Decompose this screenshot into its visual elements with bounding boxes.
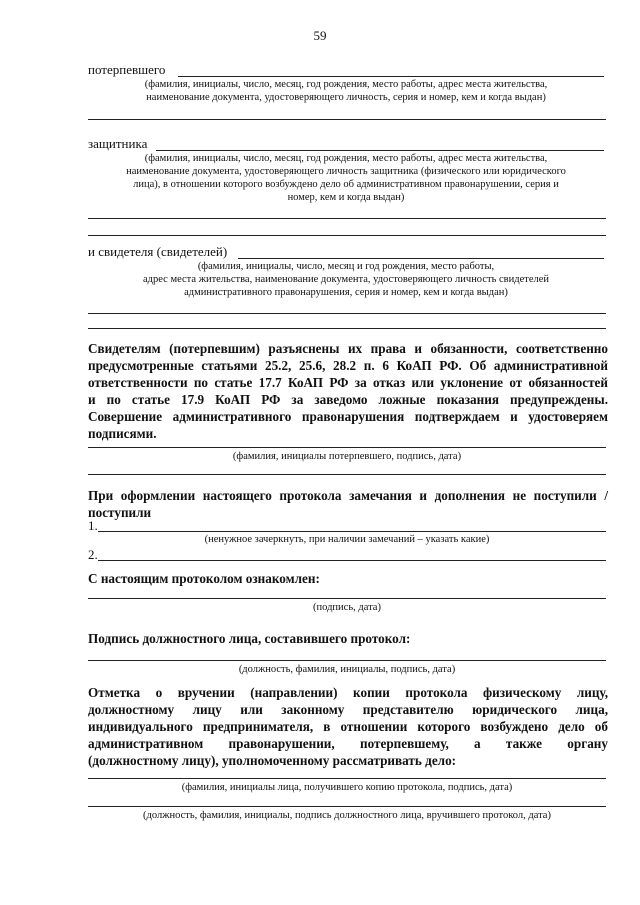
remark-line-1 <box>98 531 606 532</box>
official-label: Подпись должностного лица, составившего протокол: <box>88 631 411 646</box>
remarks-heading: При оформлении настоящего протокола замечания и дополнения не поступили / поступили <box>88 488 608 520</box>
official-sign-line <box>88 660 606 661</box>
remark-item-2: 2. <box>88 547 98 562</box>
official-delivery-sign-line <box>88 806 606 807</box>
official-delivery-hint: (должность, фамилия, инициалы, подпись должностного лица, вручившего протокол, дата) <box>143 810 551 821</box>
witnesses-extra-line-2 <box>88 328 606 329</box>
defender-hint: (фамилия, инициалы, число, месяц, год рождения, место работы, адрес места жительства, наименование документа, удостоверяющего личность защитника (физического или юридического лица), в отношении которого возбуждено дело об административном правонарушении, серия и номер, кем и когда выдан) <box>126 153 566 203</box>
recipient-sign-line <box>88 778 606 779</box>
rights-extra-line <box>88 474 606 475</box>
page-number: 59 <box>313 28 327 43</box>
acquainted-hint: (подпись, дата) <box>313 602 381 613</box>
rights-sign-hint: (фамилия, инициалы потерпевшего, подпись, дата) <box>232 451 462 462</box>
witnesses-extra-line-1 <box>88 313 606 314</box>
official-hint: (должность, фамилия, инициалы, подпись, дата) <box>238 664 456 675</box>
victim-fill-line <box>178 76 604 77</box>
victim-label: потерпевшего <box>88 62 166 77</box>
witnesses-fill-line <box>238 258 604 259</box>
defender-extra-line-2 <box>88 235 606 236</box>
remark-item-1: 1. <box>88 518 98 533</box>
victim-extra-line <box>88 119 606 120</box>
defender-fill-line <box>156 150 604 151</box>
victim-hint: (фамилия, инициалы, число, месяц, год рождения, место работы, адрес места жительства, наименование документа, удостоверяющего личность, серия и номер, кем и когда выдан) <box>144 79 548 103</box>
rights-notice: Свидетелям (потерпевшим) разъяснены их права и обязанности, соответственно предусмотренные статьями 25.2, 25.6, 28.2 п. 6 КоАП РФ. Об административной ответственности по статье 17.7 КоАП РФ за отказ или уклонение от обязанностей и по статье 17.9 КоАП РФ за заведомо ложные показания предупреждены. Совершение административного правонарушения подтверждаем и удостоверяем подписями. <box>88 341 608 441</box>
witnesses-label: и свидетеля (свидетелей) <box>88 244 228 259</box>
delivery-notice: Отметка о вручении (направлении) копии протокола физическому лицу, должностному лицу или законному представителю юридического лица, индивидуального предпринимателя, в отношении которого возбуждено дело об административном правонарушении, потерпевшему, а также органу (должностному лицу), уполномоченному рассматривать дело: <box>88 685 608 768</box>
rights-sign-line <box>88 447 606 448</box>
remarks-hint: (ненужное зачеркнуть, при наличии замечаний – указать какие) <box>204 534 490 545</box>
acquainted-label: С настоящим протоколом ознакомлен: <box>88 571 320 586</box>
remark-line-2 <box>98 560 606 561</box>
defender-label: защитника <box>88 136 148 151</box>
acquainted-sign-line <box>88 598 606 599</box>
defender-extra-line-1 <box>88 218 606 219</box>
witnesses-hint: (фамилия, инициалы, число, месяц и год рождения, место работы, адрес места жительства, наименование документа, удостоверяющего личность свидетелей административного правонарушения, серия и номер, кем и когда выдан) <box>143 261 549 298</box>
recipient-hint: (фамилия, инициалы лица, получившего копию протокола, подпись, дата) <box>181 782 513 793</box>
